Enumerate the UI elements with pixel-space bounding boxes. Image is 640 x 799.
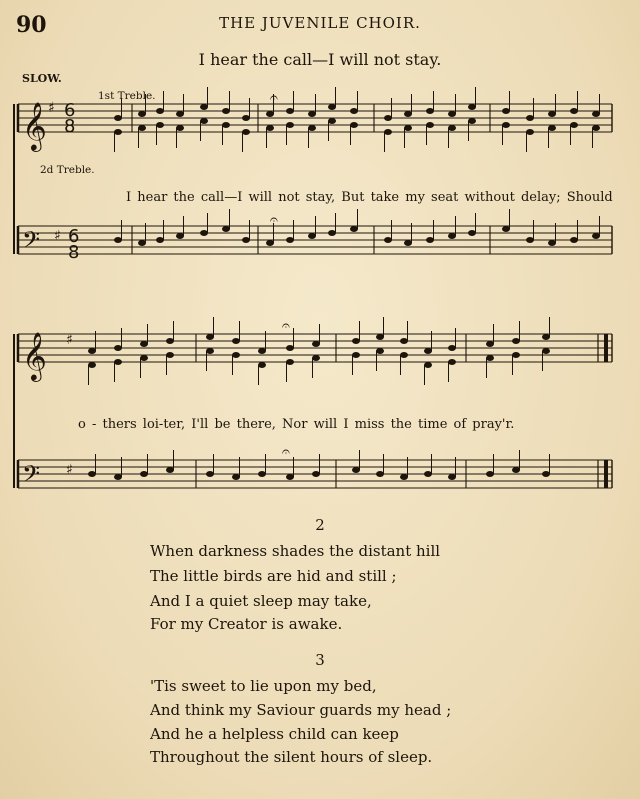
upper-voice-note	[258, 348, 266, 354]
lower-voice-note	[312, 355, 320, 361]
bass-note	[404, 240, 412, 246]
upper-voice-note	[200, 104, 208, 110]
lower-voice-note	[376, 348, 384, 354]
lower-voice-note	[400, 352, 408, 358]
time-signature-bottom: 8	[68, 242, 80, 263]
lyrics-line-1: I hear the call—I will not stay, But take my seat without delay; Should	[126, 190, 613, 205]
bass-note	[88, 471, 96, 477]
lower-voice-note	[448, 359, 456, 365]
bass-note	[328, 230, 336, 236]
bass-note	[448, 474, 456, 480]
lower-voice-note	[200, 118, 208, 124]
bass-note	[286, 474, 294, 480]
treble-clef-icon: 𝄞	[22, 331, 47, 380]
upper-voice-note	[448, 345, 456, 351]
lower-voice-note	[592, 125, 600, 131]
bass-note	[400, 474, 408, 480]
bass-note	[502, 226, 510, 232]
verse-2-line-2: The little birds are hid and still ;	[150, 567, 397, 585]
bass-clef-icon: 𝄢	[22, 226, 41, 259]
upper-voice-note	[286, 108, 294, 114]
lower-voice-note	[502, 122, 510, 128]
bass-note	[266, 240, 274, 246]
voice-label-upper: 1st Treble.	[98, 90, 156, 102]
bass-note	[176, 233, 184, 239]
fermata-icon: 𝄐	[282, 318, 290, 334]
lower-voice-note	[166, 352, 174, 358]
lower-voice-note	[350, 122, 358, 128]
bass-note	[166, 467, 174, 473]
sharp-icon: ♯	[66, 332, 73, 348]
upper-voice-note	[512, 338, 520, 344]
upper-voice-note	[156, 108, 164, 114]
upper-voice-note	[266, 111, 274, 117]
bass-note	[512, 467, 520, 473]
page-number: 90	[16, 12, 47, 38]
upper-voice-note	[308, 111, 316, 117]
fermata-icon: 𝄐	[270, 212, 278, 228]
treble-clef-icon: 𝄞	[22, 101, 47, 150]
bass-note	[384, 237, 392, 243]
bass-note	[526, 237, 534, 243]
bass-note	[114, 474, 122, 480]
verse-3-line-3: And he a helpless child can keep	[150, 725, 399, 743]
upper-voice-note	[328, 104, 336, 110]
bass-note	[232, 474, 240, 480]
upper-voice-note	[114, 345, 122, 351]
upper-voice-note	[486, 341, 494, 347]
lower-voice-note	[570, 122, 578, 128]
bass-note	[140, 471, 148, 477]
bass-note	[542, 471, 550, 477]
lower-voice-note	[352, 352, 360, 358]
time-signature-top: 6	[64, 100, 76, 121]
lower-voice-note	[308, 125, 316, 131]
lower-voice-note	[404, 125, 412, 131]
lower-voice-note	[512, 352, 520, 358]
verse-3-line-2: And think my Saviour guards my head ;	[150, 701, 452, 719]
upper-voice-note	[312, 341, 320, 347]
upper-voice-note	[502, 108, 510, 114]
bass-note	[308, 233, 316, 239]
lower-voice-note	[258, 362, 266, 368]
sharp-icon: ♯	[54, 228, 61, 244]
upper-voice-note	[542, 334, 550, 340]
upper-voice-note	[232, 338, 240, 344]
upper-voice-note	[206, 334, 214, 340]
lower-voice-note	[140, 355, 148, 361]
bass-note	[376, 471, 384, 477]
lower-voice-note	[486, 355, 494, 361]
upper-voice-note	[570, 108, 578, 114]
upper-voice-note	[242, 115, 250, 121]
upper-voice-note	[376, 334, 384, 340]
lower-voice-note	[286, 359, 294, 365]
bass-note	[242, 237, 250, 243]
upper-voice-note	[448, 111, 456, 117]
lower-voice-note	[548, 125, 556, 131]
lower-voice-note	[286, 122, 294, 128]
running-header: THE JUVENILE CHOIR.	[219, 14, 421, 32]
bass-note	[548, 240, 556, 246]
verse-2-line-1: When darkness shades the distant hill	[150, 542, 441, 560]
lower-voice-note	[542, 348, 550, 354]
sharp-icon: ♯	[48, 100, 55, 116]
bass-note	[352, 467, 360, 473]
upper-voice-note	[176, 111, 184, 117]
bass-note	[486, 471, 494, 477]
bass-clef-icon: 𝄢	[22, 460, 41, 493]
verse-3-line-1: 'Tis sweet to lie upon my bed,	[150, 677, 377, 695]
bass-note	[312, 471, 320, 477]
bass-note	[350, 226, 358, 232]
upper-voice-note	[548, 111, 556, 117]
bass-note	[468, 230, 476, 236]
upper-voice-note	[400, 338, 408, 344]
lower-voice-note	[242, 129, 250, 135]
bass-note	[222, 226, 230, 232]
bass-note	[206, 471, 214, 477]
verse-2-line-4: For my Creator is awake.	[150, 615, 343, 633]
voice-label-lower: 2d Treble.	[40, 164, 95, 176]
lower-voice-note	[424, 362, 432, 368]
upper-voice-note	[222, 108, 230, 114]
upper-voice-note	[526, 115, 534, 121]
upper-voice-note	[114, 115, 122, 121]
upper-voice-note	[424, 348, 432, 354]
upper-voice-note	[384, 115, 392, 121]
lower-voice-note	[114, 359, 122, 365]
upper-voice-note	[350, 108, 358, 114]
time-signature-bottom: 8	[64, 116, 76, 137]
bass-note	[138, 240, 146, 246]
verse-2-number: 2	[315, 516, 325, 534]
verse-2-line-3: And I a quiet sleep may take,	[150, 592, 372, 610]
bass-note	[570, 237, 578, 243]
bass-note	[426, 237, 434, 243]
upper-voice-note	[138, 111, 146, 117]
bass-note	[200, 230, 208, 236]
lower-voice-note	[114, 129, 122, 135]
song-title: I hear the call—I will not stay.	[198, 50, 442, 69]
upper-voice-note	[426, 108, 434, 114]
bass-note	[114, 237, 122, 243]
bass-note	[258, 471, 266, 477]
lower-voice-note	[526, 129, 534, 135]
lower-voice-note	[426, 122, 434, 128]
lower-voice-note	[328, 118, 336, 124]
time-signature-top: 6	[68, 226, 80, 247]
upper-voice-note	[352, 338, 360, 344]
bass-note	[592, 233, 600, 239]
tempo-marking: SLOW.	[22, 72, 62, 85]
upper-voice-note	[404, 111, 412, 117]
lower-voice-note	[384, 129, 392, 135]
lower-voice-note	[468, 118, 476, 124]
lower-voice-note	[156, 122, 164, 128]
verse-3-line-4: Throughout the silent hours of sleep.	[150, 748, 433, 766]
lower-voice-note	[266, 125, 274, 131]
lower-voice-note	[176, 125, 184, 131]
upper-voice-note	[140, 341, 148, 347]
sharp-icon: ♯	[66, 462, 73, 478]
lower-voice-note	[232, 352, 240, 358]
lyrics-line-2: o - thers loi-ter, I'll be there, Nor will I miss the time of pray'r.	[78, 417, 515, 432]
upper-voice-note	[286, 345, 294, 351]
lower-voice-note	[222, 122, 230, 128]
upper-voice-note	[468, 104, 476, 110]
fermata-icon: 𝄐	[270, 90, 278, 106]
upper-voice-note	[592, 111, 600, 117]
bass-note	[286, 237, 294, 243]
lower-voice-note	[88, 362, 96, 368]
bass-note	[156, 237, 164, 243]
bass-note	[448, 233, 456, 239]
lower-voice-note	[138, 125, 146, 131]
lower-voice-note	[448, 125, 456, 131]
upper-voice-note	[166, 338, 174, 344]
verse-3-number: 3	[315, 651, 325, 669]
fermata-icon: 𝄐	[282, 444, 290, 460]
upper-voice-note	[88, 348, 96, 354]
lower-voice-note	[206, 348, 214, 354]
bass-note	[424, 471, 432, 477]
